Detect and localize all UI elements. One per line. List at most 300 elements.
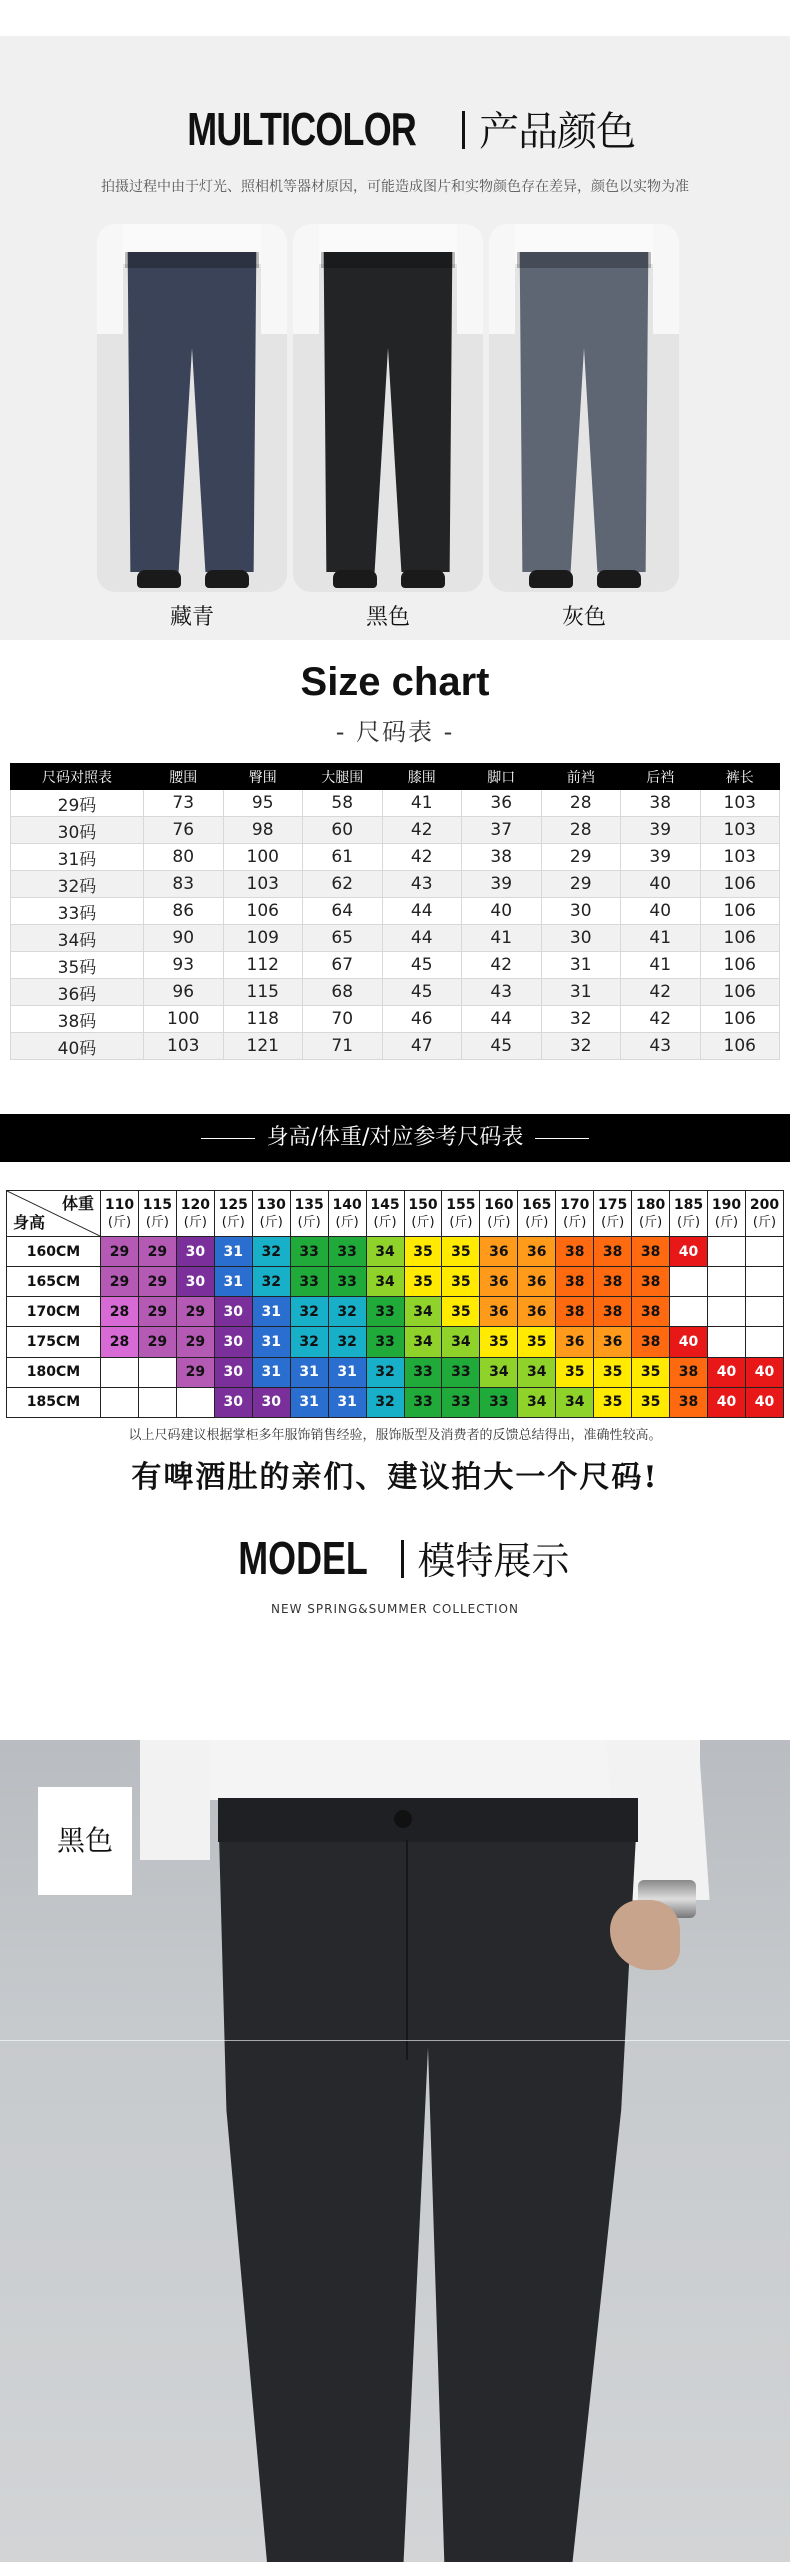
size-chart-subtitle: - 尺码表 -	[335, 718, 455, 746]
recommended-size-cell	[708, 1327, 746, 1357]
weight-header-cell	[556, 1191, 594, 1237]
weight-unit: (斤)	[259, 1214, 283, 1230]
size-chart-row	[11, 952, 780, 979]
size-chart-row	[11, 925, 780, 952]
shoe	[333, 570, 377, 588]
recommended-size-cell: 34	[480, 1357, 518, 1387]
measurement-cell: 38	[462, 844, 542, 871]
size-chart-header-cell: 大腿围	[303, 764, 383, 790]
weight-value: 180	[635, 1196, 666, 1213]
recommended-size-cell: 38	[594, 1297, 632, 1327]
measurement-cell: 41	[621, 925, 701, 952]
recommended-size-cell: 34	[518, 1387, 556, 1417]
measurement-cell: 39	[462, 871, 542, 898]
measurement-cell: 65	[303, 925, 383, 952]
recommended-size-cell: 33	[290, 1267, 328, 1297]
title-divider	[401, 1540, 404, 1578]
measurement-cell: 103	[700, 844, 780, 871]
height-label-cell: 185CM	[7, 1387, 101, 1417]
measurement-cell: 28	[541, 817, 621, 844]
weight-unit: (斤)	[752, 1214, 777, 1230]
weight-header-cell	[404, 1191, 442, 1237]
measurement-cell: 109	[223, 925, 303, 952]
recommended-size-cell: 31	[252, 1297, 290, 1327]
pants-image	[218, 1798, 638, 2562]
size-chart-row	[11, 979, 780, 1006]
weight-unit: (斤)	[411, 1214, 435, 1230]
measurement-cell: 41	[621, 952, 701, 979]
size-label-cell: 36码	[11, 979, 144, 1006]
recommended-size-cell	[708, 1267, 746, 1297]
weight-value: 125	[218, 1196, 248, 1213]
measurement-cell: 71	[303, 1033, 383, 1060]
recommended-size-cell: 31	[328, 1357, 366, 1387]
recommended-size-cell: 36	[518, 1237, 556, 1267]
recommended-size-cell	[101, 1387, 139, 1417]
recommended-size-cell: 33	[404, 1387, 442, 1417]
swatch-black[interactable]	[293, 224, 483, 592]
swatch-label-gray: 灰色	[561, 605, 606, 630]
size-chart-row	[11, 817, 780, 844]
measurement-cell: 41	[382, 790, 462, 817]
weight-value: 145	[370, 1196, 400, 1213]
recommended-size-cell: 38	[632, 1297, 670, 1327]
arm-image	[489, 224, 515, 334]
shoe	[529, 570, 573, 588]
measurement-cell: 103	[700, 790, 780, 817]
recommended-size-cell	[670, 1267, 708, 1297]
recommended-size-cell: 33	[290, 1237, 328, 1267]
shoe	[205, 570, 249, 588]
recommended-size-cell: 40	[708, 1387, 746, 1417]
size-label-cell: 40码	[11, 1033, 144, 1060]
recommended-size-cell: 35	[632, 1357, 670, 1387]
measurement-cell: 93	[144, 952, 224, 979]
model-subtitle: NEW SPRING&SUMMER COLLECTION	[271, 1602, 519, 1616]
fly-seam	[406, 1840, 408, 2060]
corner-height-label: 身高	[13, 1213, 46, 1232]
model-title-en: MODEL	[238, 1532, 369, 1584]
measurement-cell: 95	[223, 790, 303, 817]
recommended-size-cell: 33	[366, 1297, 404, 1327]
measurement-cell: 42	[621, 1006, 701, 1033]
measurement-cell: 45	[382, 952, 462, 979]
size-label-cell: 38码	[11, 1006, 144, 1033]
recommended-size-cell	[745, 1267, 783, 1297]
recommended-size-cell: 29	[101, 1237, 139, 1267]
colors-section	[0, 0, 790, 640]
weight-unit: (斤)	[335, 1214, 359, 1230]
top-whitespace	[0, 0, 790, 36]
measurement-cell: 64	[303, 898, 383, 925]
band-line-right	[535, 1138, 589, 1139]
recommended-size-cell: 33	[404, 1357, 442, 1387]
recommended-size-cell: 29	[138, 1327, 176, 1357]
recommended-size-cell	[745, 1297, 783, 1327]
recommended-size-cell: 28	[101, 1297, 139, 1327]
measurement-cell: 43	[621, 1033, 701, 1060]
measurement-cell: 61	[303, 844, 383, 871]
measurement-cell: 29	[541, 844, 621, 871]
size-chart-header-cell: 腰围	[144, 764, 224, 790]
recommended-size-cell: 36	[556, 1327, 594, 1357]
weight-value: 155	[446, 1196, 476, 1213]
arm-image	[97, 224, 123, 334]
recommended-size-cell: 31	[214, 1267, 252, 1297]
recommended-size-cell: 34	[556, 1387, 594, 1417]
recommended-size-cell: 30	[214, 1327, 252, 1357]
weight-header-cell	[290, 1191, 328, 1237]
weight-header-cell	[518, 1191, 556, 1237]
measurement-cell: 90	[144, 925, 224, 952]
measurement-cell: 60	[303, 817, 383, 844]
measurement-cell: 115	[223, 979, 303, 1006]
measurement-cell: 106	[700, 1033, 780, 1060]
measurement-cell: 39	[621, 817, 701, 844]
recommended-size-cell: 31	[290, 1387, 328, 1417]
swatch-navy[interactable]	[97, 224, 287, 592]
sleeve-image	[140, 1740, 210, 1860]
height-row	[7, 1387, 784, 1417]
measurement-cell: 43	[382, 871, 462, 898]
recommended-size-cell: 29	[176, 1327, 214, 1357]
measurement-cell: 38	[621, 790, 701, 817]
height-row	[7, 1357, 784, 1387]
recommended-size-cell: 34	[442, 1327, 480, 1357]
measurement-cell: 68	[303, 979, 383, 1006]
colors-title-en: MULTICOLOR	[187, 103, 416, 155]
measurement-cell: 37	[462, 817, 542, 844]
recommended-size-cell: 40	[745, 1387, 783, 1417]
measurement-cell: 106	[700, 952, 780, 979]
recommended-size-cell: 32	[328, 1297, 366, 1327]
weight-value: 110	[104, 1196, 135, 1213]
measurement-cell: 58	[303, 790, 383, 817]
weight-unit: (斤)	[676, 1214, 701, 1230]
measurement-cell: 100	[144, 1006, 224, 1033]
size-chart-row	[11, 871, 780, 898]
recommended-size-cell: 36	[480, 1237, 518, 1267]
measurement-cell: 43	[462, 979, 542, 1006]
size-chart-row	[11, 898, 780, 925]
waistband	[517, 252, 651, 268]
measurement-cell: 36	[462, 790, 542, 817]
recommended-size-cell: 35	[632, 1387, 670, 1417]
weight-value: 140	[332, 1196, 362, 1213]
recommended-size-cell: 29	[176, 1357, 214, 1387]
weight-unit: (斤)	[297, 1214, 321, 1230]
recommended-size-cell	[138, 1387, 176, 1417]
table-corner	[7, 1191, 101, 1237]
waistband	[321, 252, 455, 268]
measurement-cell: 106	[700, 871, 780, 898]
weight-value: 120	[180, 1196, 210, 1213]
waistband	[218, 1798, 638, 1842]
recommended-size-cell: 32	[366, 1357, 404, 1387]
recommended-size-cell: 40	[670, 1327, 708, 1357]
measurement-cell: 44	[462, 1006, 542, 1033]
size-chart-row	[11, 790, 780, 817]
measurement-cell: 42	[382, 817, 462, 844]
measurement-cell: 47	[382, 1033, 462, 1060]
recommended-size-cell: 40	[670, 1237, 708, 1267]
measurement-cell: 46	[382, 1006, 462, 1033]
recommended-size-cell: 32	[366, 1387, 404, 1417]
size-label-cell: 29码	[11, 790, 144, 817]
recommended-size-cell: 38	[632, 1327, 670, 1357]
recommended-size-cell: 34	[404, 1327, 442, 1357]
weight-header-cell	[442, 1191, 480, 1237]
photo-divider	[0, 2040, 790, 2041]
recommended-size-cell: 33	[442, 1387, 480, 1417]
weight-header-cell	[138, 1191, 176, 1237]
arm-image	[457, 224, 483, 334]
pants-image	[517, 252, 651, 572]
weight-value: 170	[560, 1196, 590, 1213]
recommended-size-cell: 33	[366, 1327, 404, 1357]
shoe	[401, 570, 445, 588]
recommended-size-cell: 35	[442, 1297, 480, 1327]
measurement-cell: 28	[541, 790, 621, 817]
recommended-size-cell: 31	[252, 1327, 290, 1357]
recommended-size-cell: 40	[708, 1357, 746, 1387]
recommended-size-cell: 40	[745, 1357, 783, 1387]
recommended-size-cell: 34	[404, 1297, 442, 1327]
measurement-cell: 118	[223, 1006, 303, 1033]
weight-header-cell	[101, 1191, 139, 1237]
recommended-size-cell: 34	[518, 1357, 556, 1387]
measurement-cell: 106	[700, 925, 780, 952]
recommended-size-cell: 38	[632, 1267, 670, 1297]
weight-unit: (斤)	[449, 1214, 473, 1230]
recommended-size-cell: 35	[404, 1267, 442, 1297]
recommended-size-cell: 35	[518, 1327, 556, 1357]
measurement-cell: 103	[144, 1033, 224, 1060]
weight-unit: (斤)	[639, 1214, 663, 1230]
measurement-cell: 40	[621, 898, 701, 925]
swatch-gray[interactable]	[489, 224, 679, 592]
recommended-size-cell: 38	[670, 1357, 708, 1387]
recommendation-band	[0, 1114, 790, 1162]
recommended-size-cell: 34	[366, 1237, 404, 1267]
recommended-size-cell: 29	[101, 1267, 139, 1297]
size-chart-header-cell: 裤长	[700, 764, 780, 790]
shoe	[137, 570, 181, 588]
recommended-size-cell: 30	[214, 1297, 252, 1327]
size-chart-title: Size chart	[300, 660, 490, 704]
recommendation-note: 以上尺码建议根据掌柜多年服饰销售经验，服饰版型及消费者的反馈总结得出，准确性较高。	[128, 1428, 662, 1443]
recommended-size-cell: 38	[632, 1237, 670, 1267]
weight-value: 190	[711, 1196, 742, 1213]
measurement-cell: 42	[621, 979, 701, 1006]
recommended-size-cell: 36	[480, 1297, 518, 1327]
recommended-size-cell	[708, 1297, 746, 1327]
measurement-cell: 41	[462, 925, 542, 952]
measurement-cell: 98	[223, 817, 303, 844]
height-row	[7, 1267, 784, 1297]
measurement-cell: 39	[621, 844, 701, 871]
size-chart-header-cell: 后裆	[621, 764, 701, 790]
weight-value: 115	[142, 1196, 173, 1213]
size-chart-header-cell: 尺码对照表	[11, 764, 144, 790]
arm-image	[653, 224, 679, 334]
measurement-cell: 103	[700, 817, 780, 844]
measurement-cell: 40	[462, 898, 542, 925]
size-label-cell: 34码	[11, 925, 144, 952]
size-chart-header-cell: 前裆	[541, 764, 621, 790]
recommended-size-cell: 32	[290, 1297, 328, 1327]
arm-image	[261, 224, 287, 334]
recommended-size-cell: 36	[518, 1297, 556, 1327]
measurement-cell: 45	[382, 979, 462, 1006]
recommended-size-cell: 30	[176, 1267, 214, 1297]
weight-header-cell	[176, 1191, 214, 1237]
measurement-cell: 121	[223, 1033, 303, 1060]
measurement-cell: 96	[144, 979, 224, 1006]
shoe	[597, 570, 641, 588]
weight-unit: (斤)	[563, 1214, 587, 1230]
title-divider	[462, 111, 465, 149]
arm-image	[293, 224, 319, 334]
weight-unit: (斤)	[525, 1214, 549, 1230]
weight-value: 200	[749, 1196, 780, 1213]
measurement-cell: 83	[144, 871, 224, 898]
corner-weight-label: 体重	[61, 1194, 94, 1213]
weight-header-cell	[366, 1191, 404, 1237]
recommendation-slogan: 有啤酒肚的亲们、建议拍大一个尺码!	[131, 1460, 659, 1495]
measurement-cell: 106	[700, 1006, 780, 1033]
recommended-size-cell: 38	[556, 1267, 594, 1297]
measurement-cell: 106	[700, 979, 780, 1006]
measurement-cell: 44	[382, 925, 462, 952]
size-label-cell: 32码	[11, 871, 144, 898]
measurement-cell: 106	[700, 898, 780, 925]
band-line-left	[201, 1138, 255, 1139]
weight-value: 165	[522, 1196, 552, 1213]
recommended-size-cell: 28	[101, 1327, 139, 1357]
pants-image	[125, 252, 259, 572]
weight-unit: (斤)	[373, 1214, 397, 1230]
size-chart-row	[11, 1033, 780, 1060]
recommended-size-cell: 38	[594, 1237, 632, 1267]
recommended-size-cell: 32	[252, 1237, 290, 1267]
measurement-cell: 45	[462, 1033, 542, 1060]
size-label-cell: 30码	[11, 817, 144, 844]
height-label-cell: 180CM	[7, 1357, 101, 1387]
measurement-cell: 42	[382, 844, 462, 871]
recommended-size-cell: 30	[252, 1387, 290, 1417]
measurement-cell: 70	[303, 1006, 383, 1033]
pants-image	[321, 252, 455, 572]
measurement-cell: 32	[541, 1006, 621, 1033]
recommended-size-cell: 31	[214, 1237, 252, 1267]
size-chart-header-cell: 膝围	[382, 764, 462, 790]
recommended-size-cell: 33	[442, 1357, 480, 1387]
model-title	[0, 1530, 790, 1585]
weight-header-cell	[670, 1191, 708, 1237]
size-chart-header-cell: 臀围	[223, 764, 303, 790]
recommended-size-cell: 31	[328, 1387, 366, 1417]
recommended-size-cell	[745, 1327, 783, 1357]
recommended-size-cell: 36	[480, 1267, 518, 1297]
recommended-size-cell: 36	[518, 1267, 556, 1297]
measurement-cell: 29	[541, 871, 621, 898]
weight-header-cell	[745, 1191, 783, 1237]
recommended-size-cell: 34	[366, 1267, 404, 1297]
recommended-size-cell: 29	[138, 1297, 176, 1327]
recommended-size-cell: 33	[328, 1237, 366, 1267]
recommended-size-cell: 29	[138, 1237, 176, 1267]
weight-value: 185	[673, 1196, 704, 1213]
waistband	[125, 252, 259, 268]
weight-value: 130	[256, 1196, 286, 1213]
size-chart-table	[10, 763, 780, 1060]
measurement-cell: 32	[541, 1033, 621, 1060]
recommended-size-cell: 33	[480, 1387, 518, 1417]
measurement-cell: 67	[303, 952, 383, 979]
recommended-size-cell: 30	[176, 1237, 214, 1267]
recommended-size-cell	[176, 1387, 214, 1417]
weight-unit: (斤)	[221, 1214, 245, 1230]
size-label-cell: 35码	[11, 952, 144, 979]
weight-unit: (斤)	[183, 1214, 207, 1230]
recommended-size-cell: 35	[556, 1357, 594, 1387]
weight-unit: (斤)	[714, 1214, 739, 1230]
recommended-size-cell: 38	[556, 1237, 594, 1267]
recommended-size-cell: 35	[594, 1357, 632, 1387]
measurement-cell: 30	[541, 898, 621, 925]
recommended-size-cell: 32	[328, 1327, 366, 1357]
size-label-cell: 31码	[11, 844, 144, 871]
measurement-cell: 112	[223, 952, 303, 979]
colors-title-cn: 产品颜色	[479, 109, 636, 155]
measurement-cell: 73	[144, 790, 224, 817]
size-chart-header-row	[11, 764, 780, 790]
weight-header-cell	[328, 1191, 366, 1237]
recommended-size-cell	[138, 1357, 176, 1387]
weight-header-cell	[252, 1191, 290, 1237]
weight-header-cell	[480, 1191, 518, 1237]
size-chart-header-cell: 脚口	[462, 764, 542, 790]
recommended-size-cell: 29	[176, 1297, 214, 1327]
measurement-cell: 103	[223, 871, 303, 898]
height-row	[7, 1297, 784, 1327]
measurement-cell: 100	[223, 844, 303, 871]
weight-unit: (斤)	[601, 1214, 625, 1230]
recommended-size-cell	[745, 1237, 783, 1267]
weight-unit: (斤)	[145, 1214, 169, 1230]
height-label-cell: 165CM	[7, 1267, 101, 1297]
recommended-size-cell: 30	[214, 1357, 252, 1387]
weight-header-cell	[594, 1191, 632, 1237]
measurement-cell: 31	[541, 952, 621, 979]
weight-unit: (斤)	[487, 1214, 511, 1230]
recommended-size-cell: 33	[328, 1267, 366, 1297]
weight-value: 175	[598, 1196, 628, 1213]
measurement-cell: 42	[462, 952, 542, 979]
recommended-size-cell: 38	[594, 1267, 632, 1297]
height-row	[7, 1237, 784, 1267]
measurement-cell: 40	[621, 871, 701, 898]
weight-header-cell	[632, 1191, 670, 1237]
weight-header-cell	[214, 1191, 252, 1237]
measurement-cell: 80	[144, 844, 224, 871]
button-detail	[394, 1810, 412, 1828]
recommended-size-cell	[101, 1357, 139, 1387]
measurement-cell: 30	[541, 925, 621, 952]
recommended-size-cell: 29	[138, 1267, 176, 1297]
recommended-size-cell: 38	[670, 1387, 708, 1417]
